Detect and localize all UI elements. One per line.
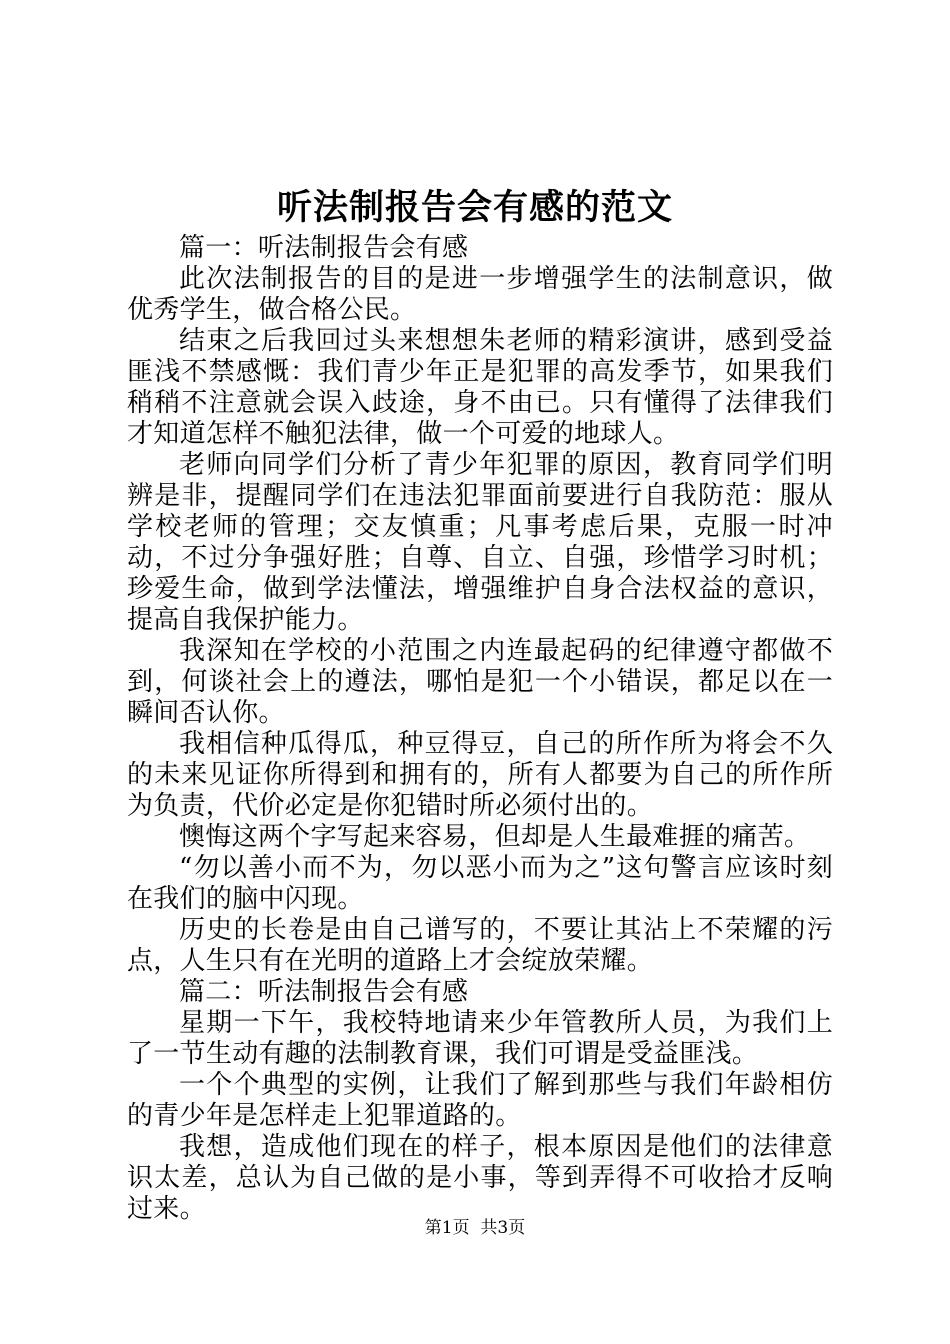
page-footer — [0, 1216, 950, 1240]
paragraph: 历史的长卷是由自己谱写的，不要让其沾上不荣耀的污点，人生只有在光明的道路上才会绽放荣耀。 — [127, 915, 833, 976]
paragraph: 星期一下午，我校特地请来少年管教所人员，为我们上了一节生动有趣的法制教育课，我们可谓是受益匪浅。 — [127, 1008, 833, 1069]
paragraph: “勿以善小而不为，勿以恶小而为之”这句警言应该时刻在我们的脑中闪现。 — [127, 853, 833, 914]
paragraph: 一个个典型的实例，让我们了解到那些与我们年龄相仿的青少年是怎样走上犯罪道路的。 — [127, 1070, 833, 1131]
page-total: 共3页 — [480, 1218, 526, 1238]
paragraph: 老师向同学们分析了青少年犯罪的原因，教育同学们明辨是非，提醒同学们在违法犯罪面前要进行自我防范：服从学校老师的管理；交友慎重；凡事考虑后果，克服一时冲动，不过分争强好胜；自尊、自立、自强，珍惜学习时机；珍爱生命，做到学法懂法，增强维护自身合法权益的意识，提高自我保护能力。 — [127, 450, 833, 635]
page-number: 第1页 — [424, 1218, 470, 1238]
paragraph: 懊悔这两个字写起来容易，但却是人生最难捱的痛苦。 — [179, 822, 811, 852]
paragraph: 我想，造成他们现在的样子，根本原因是他们的法律意识太差，总认为自己做的是小事，等到弄得不可收拾才反响过来。 — [127, 1132, 833, 1224]
section-heading: 篇一：听法制报告会有感 — [179, 233, 469, 263]
paragraph: 我深知在学校的小范围之内连最起码的纪律遵守都做不到，何谈社会上的遵法，哪怕是犯一个小错误，都足以在一瞬间否认你。 — [127, 636, 833, 728]
paragraph: 此次法制报告的目的是进一步增强学生的法制意识，做优秀学生，做合格公民。 — [127, 264, 833, 325]
paragraph: 我相信种瓜得瓜，种豆得豆，自己的所作所为将会不久的未来见证你所得到和拥有的，所有人都要为自己的所作所为负责，代价必定是你犯错时所必须付出的。 — [127, 729, 833, 821]
paragraph: 结束之后我回过头来想想朱老师的精彩演讲，感到受益匪浅不禁感慨：我们青少年正是犯罪的高发季节，如果我们稍稍不注意就会误入歧途，身不由已。只有懂得了法律我们才知道怎样不触犯法律，做一个可爱的地球人。 — [127, 326, 833, 449]
section-heading: 篇二：听法制报告会有感 — [179, 977, 469, 1007]
document-body — [127, 233, 833, 1225]
document-title: 听法制报告会有感的范文 — [276, 188, 673, 228]
